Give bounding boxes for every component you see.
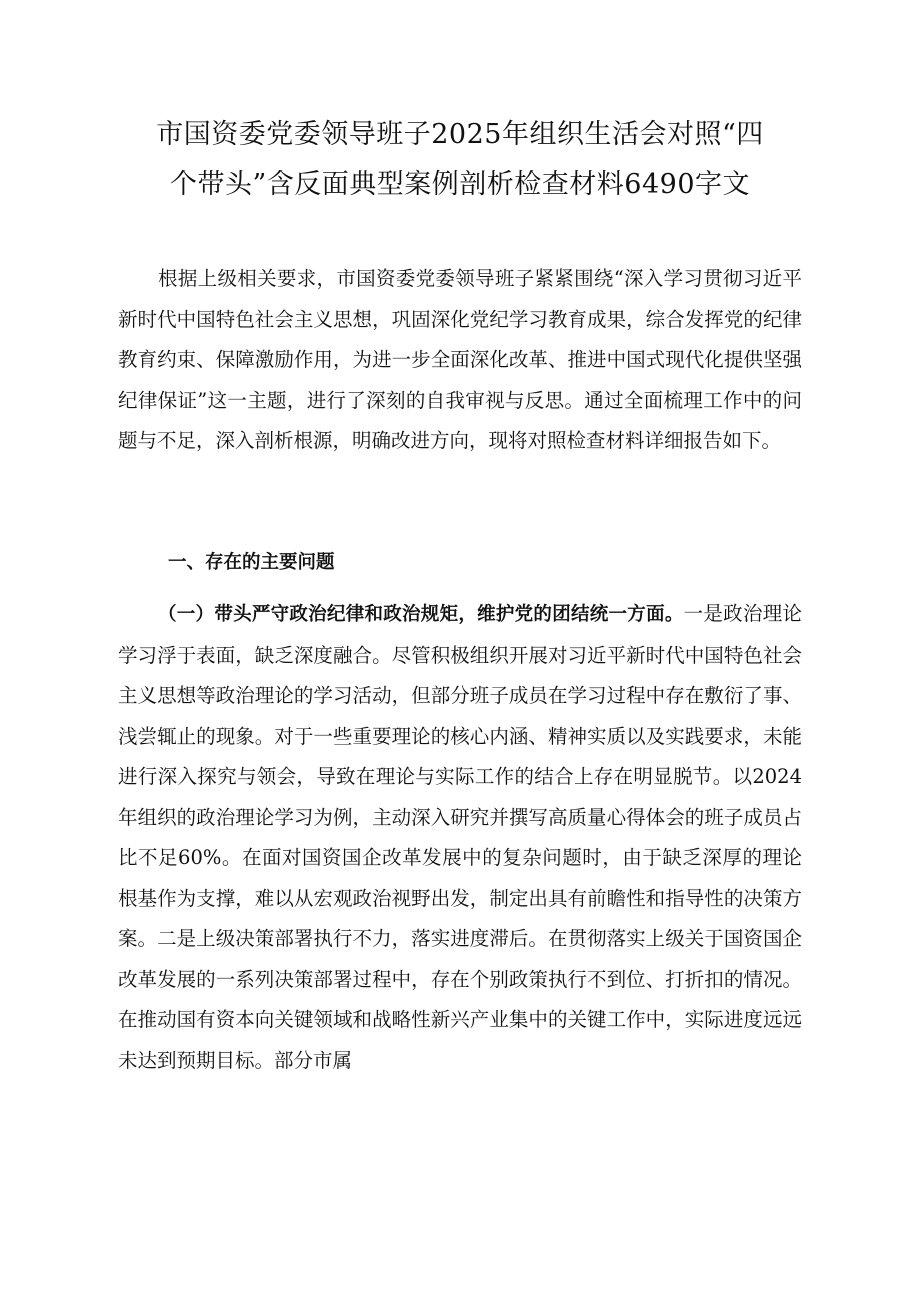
subsection-body: 一是政治理论学习浮于表面，缺乏深度融合。尽管积极组织开展对习近平新时代中国特色社会主义思想等政治理论的学习活动，但部分班子成员在学习过程中存在敷衍了事、浅尝辄止的现象。对于一些重要理论的核心内涵、精神实质以及实践要求，未能进行深入探究与领会，导致在理论与实际工作的结合上存在明显脱节。以2024年组织的政治理论学习为例，主动深入研究并撰写高质量心得体会的班子成员占比不足60%。在面对国资国企改革发展中的复杂问题时，由于缺乏深厚的理论根基作为支撑，难以从宏观政治视野出发，制定出具有前瞻性和指导性的决策方案。二是上级决策部署执行不力，落实进度滞后。在贯彻落实上级关于国资国企改革发展的一系列决策部署过程中，存在个别政策执行不到位、打折扣的情况。在推动国有资本向关键领域和战略性新兴产业集中的关键工作中，实际进度远远未达到预期目标。部分市属: [118, 602, 802, 1072]
subsection-lead: （一）带头严守政治纪律和政治规矩，维护党的团结统一方面。: [158, 604, 684, 625]
document-title: [150, 110, 770, 210]
subsection-paragraph: [118, 594, 802, 1081]
indent-spacer: [118, 602, 158, 625]
section-heading: 一、存在的主要问题: [168, 552, 335, 573]
title-line-1: 市国资委党委领导班子2025年组织生活会对照“四: [156, 119, 764, 150]
intro-text: 根据上级相关要求，市国资委党委领导班子紧紧围绕“深入学习贯彻习近平新时代中国特色社会主义思想，巩固深化党纪学习教育成果，综合发挥党的纪律教育约束、保障激励作用，为进一步全面深化改革、推进中国式现代化提供坚强纪律保证”这一主题，进行了深刻的自我审视与反思。通过全面梳理工作中的问题与不足，深入剖析根源，明确改进方向，现将对照检查材料详细报告如下。: [118, 267, 802, 452]
intro-paragraph: [118, 259, 802, 462]
indent-spacer: [118, 267, 158, 290]
title-line-2: 个带头”含反面典型案例剖析检查材料6490字文: [169, 169, 750, 200]
